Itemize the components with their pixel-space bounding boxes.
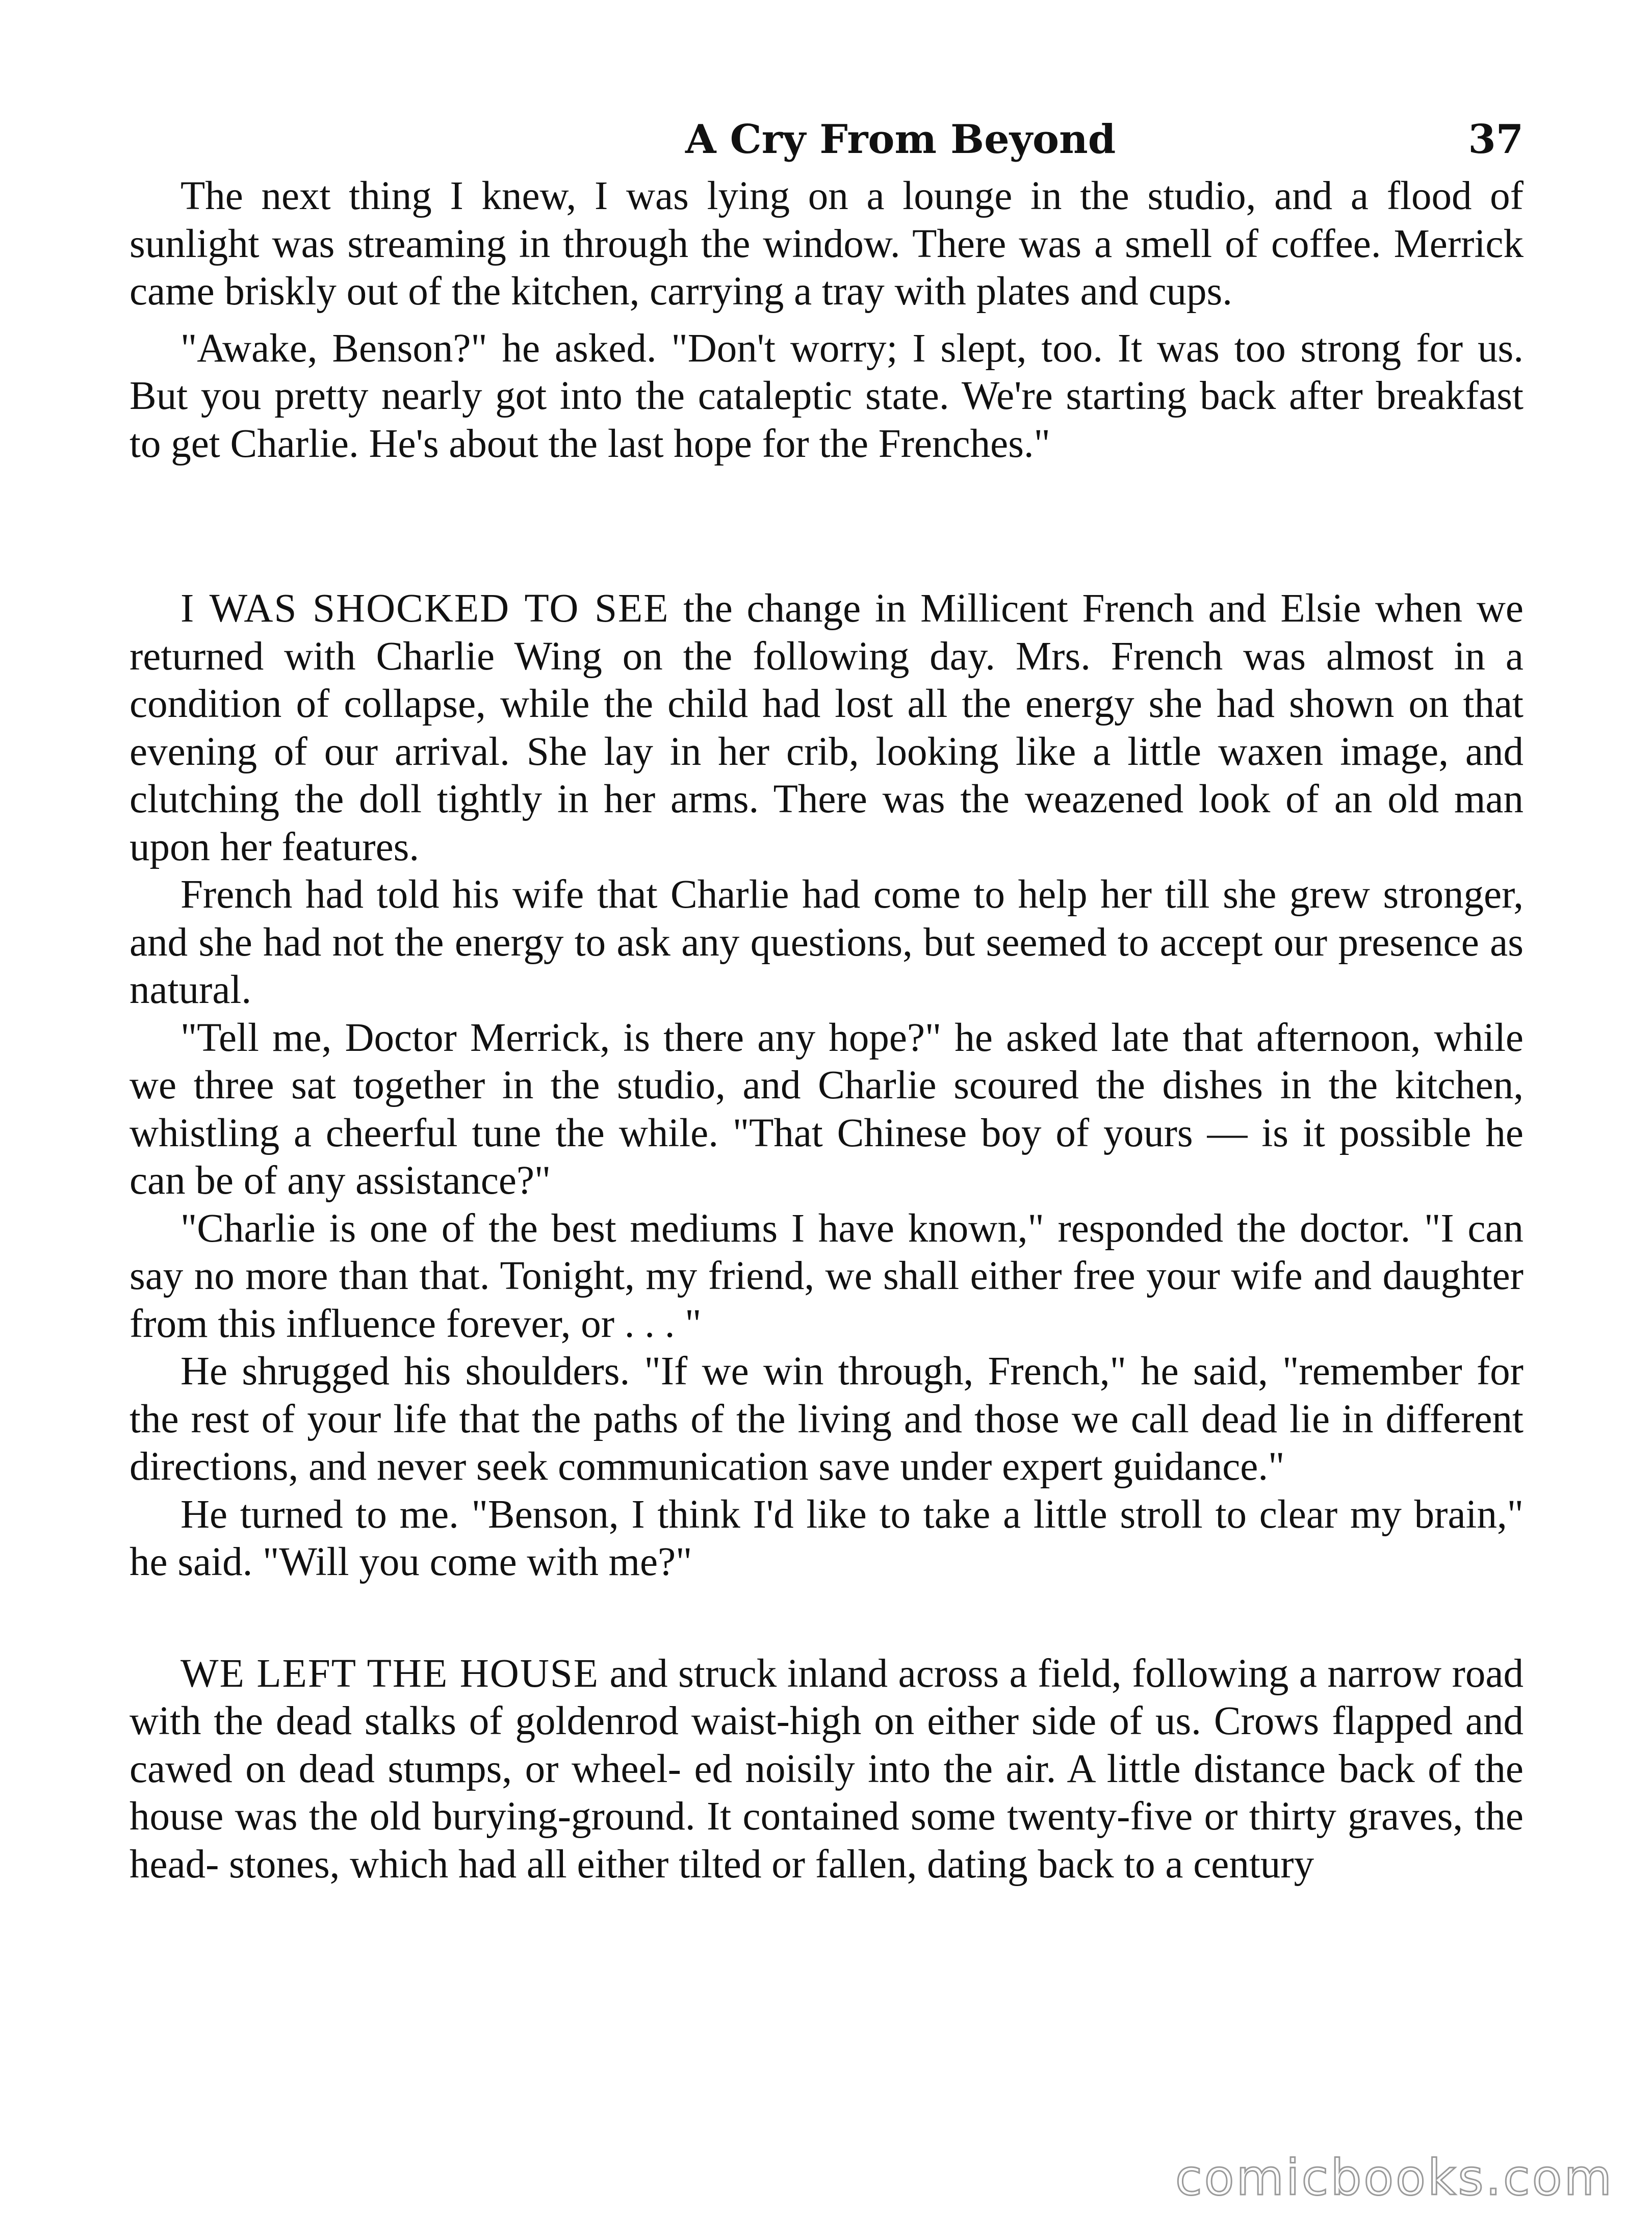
page-number: 37 (1468, 116, 1524, 163)
section-lead: WE LEFT THE HOUSE (180, 1651, 600, 1696)
paragraph: "Charlie is one of the best mediums I have known," responded the doctor. "I can say no more than that. Tonight, my friend, we shall either free your wife and daughter from this influence forever, or . . . " (130, 1206, 1524, 1346)
watermark: comicbooks.com (1175, 2149, 1614, 2206)
running-head (130, 116, 1524, 172)
paragraph: "Tell me, Doctor Merrick, is there any hope?" he asked late that afternoon, while we three sat together in the studio, and Charlie scoured the dishes in the kitchen, whistling a cheerful tune the while. "That Chinese boy of yours — is it possible he can be of any assistance?" (130, 1015, 1524, 1203)
paragraph: "Awake, Benson?" he asked. "Don't worry; I slept, too. It was too strong for us. But you pretty nearly got into the cataleptic state. We're starting back after breakfast to get Charlie. He's about the last hope for the Frenches." (130, 326, 1524, 466)
paragraph (130, 585, 1524, 871)
paragraph: He turned to me. "Benson, I think I'd like to take a little stroll to clear my brain," he said. "Will you come with me?" (130, 1492, 1524, 1584)
paragraph-text: the change in Millicent French and Elsie when we returned with Charlie Wing on the following day. Mrs. French was almost in a condition of collapse, while the child had lost all the energy she had shown on that evening of our arrival. She lay in her crib, looking like a little waxen image, and clutching the doll tightly in her arms. There was the weazened look of an old man upon her features. (130, 586, 1524, 869)
section-break (130, 1586, 1524, 1650)
paragraph-text: and struck inland across a field, following a narrow road with the dead stalks of goldenrod waist-high on either side of us. Crows flapped and cawed on dead stumps, or wheel- ed noisily into the air. A little distance back of the house was the old burying-ground. It contained some twenty-five or thirty graves, the head- stones, which had all either tilted or fallen, dating back to a century (130, 1651, 1524, 1887)
running-title: A Cry From Beyond (685, 116, 1116, 163)
paragraph: The next thing I knew, I was lying on a lounge in the studio, and a flood of sunlight was streaming in through the window. There was a smell of coffee. Merrick came briskly out of the kitchen, carrying a tray with plates and cups. (130, 174, 1524, 314)
book-page (130, 116, 1524, 1888)
paragraph: French had told his wife that Charlie had come to help her till she grew stronger, and she had not the energy to ask any questions, but seemed to accept our presence as natural. (130, 872, 1524, 1012)
paragraph: He shrugged his shoulders. "If we win through, French," he said, "remember for the rest of your life that the paths of the living and those we call dead lie in different directions, and never seek communication save under expert guidance." (130, 1349, 1524, 1489)
paragraph (130, 1650, 1524, 1889)
section-lead: I WAS SHOCKED TO SEE (180, 586, 669, 631)
body-text (130, 172, 1524, 1888)
section-break (130, 468, 1524, 585)
